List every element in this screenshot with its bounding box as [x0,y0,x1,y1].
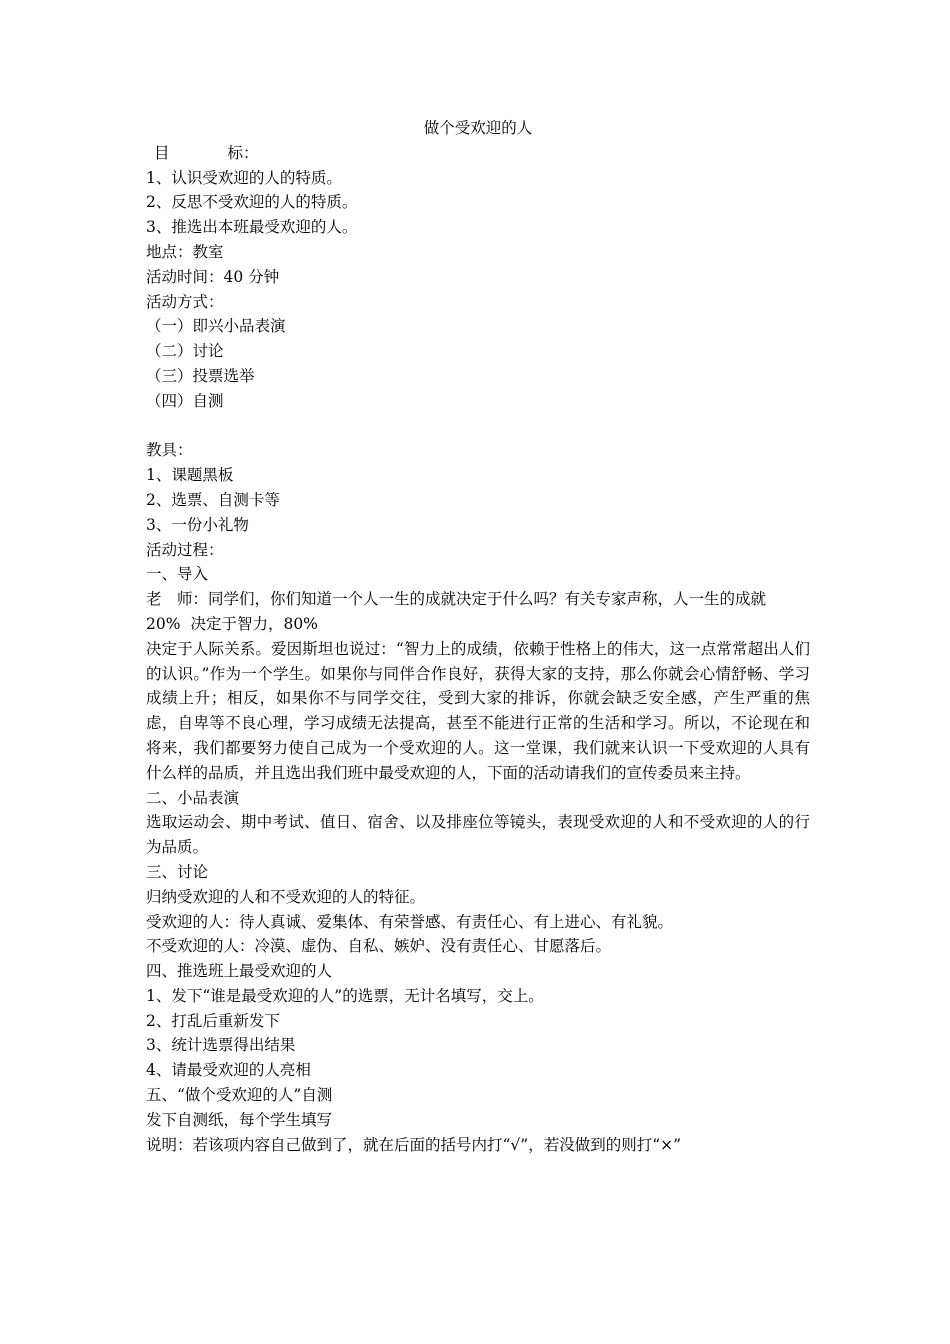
goals-label-b: 标： [227,143,259,162]
goal-item: 1、认识受欢迎的人的特质。 [146,168,342,187]
method-item: （四）自测 [146,391,224,410]
skit-paragraph: 选取运动会、期中考试、值日、宿舍、以及排座位等镜头，表现受欢迎的人和不受欢迎的人的行为品质。 [146,813,810,857]
section-heading: 一、导入 [146,565,209,584]
intro-line: 老 师：同学们，你们知道一个人一生的成就决定于什么吗？有关专家声称，人一生的成就 [146,590,767,609]
tool-item: 2、选票、自测卡等 [146,490,280,509]
blank-line [146,414,810,439]
methods-label: 活动方式： [146,292,224,311]
document-page [146,116,810,1157]
vote-step: 1、发下“谁是最受欢迎的人”的选票，无计名填写，交上。 [146,986,544,1005]
intro-percent-a: 20% [146,614,181,633]
method-item: （一）即兴小品表演 [146,317,286,336]
selftest-line: 发下自测纸，每个学生填写 [146,1110,333,1129]
section-heading: 四、推选班上最受欢迎的人 [146,962,333,981]
discuss-line: 不受欢迎的人：冷漠、虚伪、自私、嫉妒、没有责任心、甘愿落后。 [146,937,612,956]
vote-step: 3、统计选票得出结果 [146,1036,296,1055]
method-item: （二）讨论 [146,342,224,361]
intro-line [146,612,810,637]
goal-item: 3、推选出本班最受欢迎的人。 [146,218,358,237]
intro-percent-b: 决定于智力，80% [190,614,318,633]
process-label: 活动过程： [146,540,224,559]
discuss-line: 受欢迎的人：待人真诚、爱集体、有荣誉感、有责任心、有上进心、有礼貌。 [146,912,674,931]
tool-item: 3、一份小礼物 [146,515,249,534]
goals-label [146,141,810,166]
duration-line: 活动时间：40 分钟 [146,267,280,286]
tool-item: 1、课题黑板 [146,466,234,485]
goals-label-a: 目 [154,143,170,162]
section-heading: 五、“做个受欢迎的人”自测 [146,1086,333,1105]
vote-step: 2、打乱后重新发下 [146,1011,280,1030]
tools-label: 教具： [146,441,193,460]
intro-paragraph: 决定于人际关系。爱因斯坦也说过：“智力上的成绩，依赖于性格上的伟大，这一点常常超出人们的认识。”作为一个学生。如果你与同伴合作良好，获得大家的支持，那么你就会心情舒畅、学习成绩上升；相反，如果你不与同学交往，受到大家的排诉，你就会缺乏安全感，产生严重的焦虑，自卑等不良心理，学习成绩无法提高，甚至不能进行正常的生活和学习。所以，不论现在和将来，我们都要努力使自己成为一个受欢迎的人。这一堂课，我们就来认识一下受欢迎的人具有什么样的品质，并且选出我们班中最受欢迎的人，下面的活动请我们的宣传委员来主持。 [146,639,810,782]
goal-item: 2、反思不受欢迎的人的特质。 [146,193,358,212]
method-item: （三）投票选举 [146,366,255,385]
document-title: 做个受欢迎的人 [423,119,533,137]
location-line: 地点：教室 [146,242,224,261]
section-heading: 三、讨论 [146,862,209,881]
selftest-line: 说明：若该项内容自己做到了，就在后面的括号内打“√”，若没做到的则打“×” [146,1135,682,1154]
discuss-line: 归纳受欢迎的人和不受欢迎的人的特征。 [146,887,426,906]
vote-step: 4、请最受欢迎的人亮相 [146,1061,311,1080]
section-heading: 二、小品表演 [146,788,240,807]
